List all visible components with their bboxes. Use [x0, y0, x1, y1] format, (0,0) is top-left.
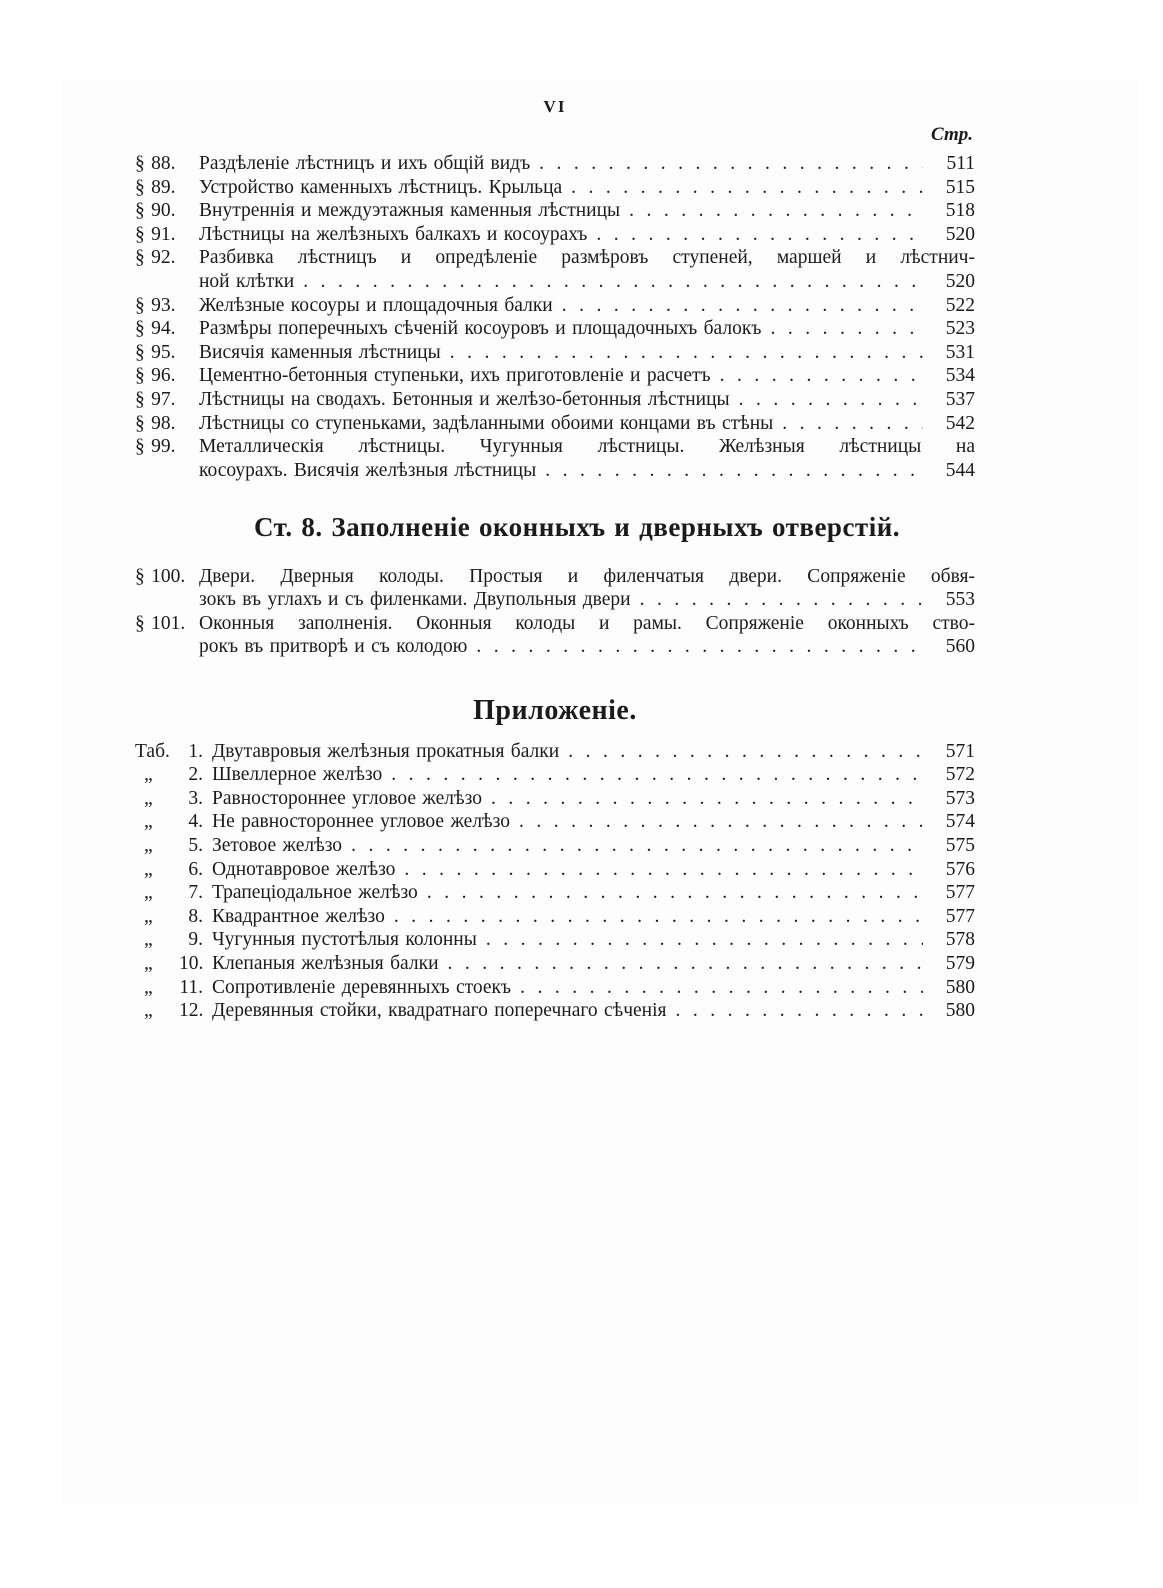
dot-leader — [773, 412, 923, 436]
dot-leader — [530, 152, 923, 176]
toc-entry — [135, 317, 975, 341]
entry-text: рокъ въ притворѣ и съ колодою — [199, 636, 468, 658]
entry-page-number: 531 — [945, 341, 975, 363]
entry-last-line — [199, 199, 975, 223]
entry-page-number: 579 — [945, 953, 975, 975]
entry-text-line: Двери. Дверныя колоды. Простыя и филенчатыя двери. Сопряженіе обвя- — [199, 565, 975, 587]
toc-entry — [135, 952, 975, 976]
entry-last-line — [212, 976, 975, 1000]
dot-leader — [631, 588, 923, 612]
entry-label: § 94. — [135, 318, 176, 340]
entry-text: Сопротивленіе деревянныхъ стоекъ — [212, 976, 512, 998]
entry-last-line — [212, 787, 975, 811]
toc-entry — [135, 341, 975, 365]
entry-text: Лѣстницы со ступеньками, задѣланными обоими концами въ стѣны — [199, 412, 774, 434]
entry-page-number: 523 — [945, 318, 975, 340]
entry-body — [199, 294, 975, 318]
toc-entry — [135, 364, 975, 388]
entry-text: Не равностороннее угловое желѣзо — [212, 811, 510, 833]
entry-last-line — [199, 176, 975, 200]
entry-text: Квадрантное желѣзо — [212, 905, 385, 927]
toc-entry — [135, 976, 975, 1000]
entry-label: Таб. — [135, 740, 170, 762]
section-heading: Приложеніе. — [473, 695, 637, 727]
entry-label: § 101. — [135, 612, 186, 634]
dot-leader — [620, 199, 923, 223]
entry-label: § 97. — [135, 388, 176, 410]
entry-body — [212, 952, 975, 976]
entry-number: 3. — [188, 787, 203, 809]
toc-entry — [135, 834, 975, 858]
toc-entry — [135, 905, 975, 929]
entry-last-line — [212, 881, 975, 905]
entry-page-number: 578 — [945, 929, 975, 951]
dot-leader — [510, 810, 923, 834]
entry-body — [199, 565, 975, 612]
entry-page-number: 573 — [945, 787, 975, 809]
entry-page-number: 515 — [945, 176, 975, 198]
entry-last-line — [212, 763, 975, 787]
toc-entry — [135, 881, 975, 905]
entry-text: Трапеціодальное желѣзо — [212, 882, 418, 904]
dot-leader — [385, 905, 923, 929]
entry-last-line — [199, 635, 975, 659]
entry-page-number: 534 — [945, 365, 975, 387]
toc-section-appendix — [135, 694, 975, 1023]
entry-body — [212, 928, 975, 952]
entry-page-number: 542 — [945, 412, 975, 434]
entry-page-number: 580 — [945, 976, 975, 998]
entry-text: Желѣзные косоуры и площадочныя балки — [199, 294, 553, 316]
entry-text: Внутреннія и междуэтажныя каменныя лѣстницы — [199, 200, 621, 222]
entry-label: § 100. — [135, 565, 186, 587]
entry-page-number: 560 — [945, 636, 975, 658]
dot-leader — [482, 787, 923, 811]
entry-label: „ — [144, 764, 153, 786]
entry-page-number: 574 — [945, 811, 975, 833]
entry-page-number: 522 — [945, 294, 975, 316]
entry-label: § 95. — [135, 341, 176, 363]
dot-leader — [441, 341, 923, 365]
entry-label: „ — [144, 858, 153, 880]
entry-label: „ — [144, 882, 153, 904]
entry-number: 1. — [188, 740, 203, 762]
toc-entry — [135, 199, 975, 223]
entry-number: 2. — [188, 764, 203, 786]
entry-body — [212, 763, 975, 787]
entry-text: зокъ въ углахъ и съ филенками. Двупольныя двери — [199, 589, 631, 611]
entry-text: Висячія каменныя лѣстницы — [199, 341, 441, 363]
entry-text: Устройство каменныхъ лѣстницъ. Крыльца — [199, 176, 563, 198]
entry-last-line — [212, 999, 975, 1023]
entry-page-number: 520 — [945, 270, 975, 292]
dot-leader — [562, 176, 923, 200]
entry-page-number: 572 — [945, 764, 975, 786]
table-of-contents — [135, 0, 975, 1023]
entry-label: „ — [144, 787, 153, 809]
entry-last-line — [199, 341, 975, 365]
entry-body — [212, 810, 975, 834]
entry-body — [212, 976, 975, 1000]
entry-body — [199, 435, 975, 482]
entry-label: § 89. — [135, 176, 176, 198]
entry-body — [212, 787, 975, 811]
entry-label: § 99. — [135, 436, 176, 458]
toc-entry — [135, 740, 975, 764]
entry-label: „ — [144, 953, 153, 975]
entry-label: „ — [144, 1000, 153, 1022]
entry-page-number: 577 — [945, 905, 975, 927]
dot-leader — [553, 294, 923, 318]
entry-page-number: 537 — [945, 388, 975, 410]
dot-leader — [536, 459, 923, 483]
entry-number: 5. — [188, 835, 203, 857]
dot-leader — [667, 999, 923, 1023]
toc-entry — [135, 763, 975, 787]
entry-last-line — [199, 223, 975, 247]
dot-leader — [711, 364, 923, 388]
dot-leader — [559, 740, 923, 764]
toc-entry — [135, 858, 975, 882]
toc-entry — [135, 928, 975, 952]
entry-body — [199, 223, 975, 247]
entry-body — [199, 176, 975, 200]
entry-last-line — [212, 905, 975, 929]
entry-page-number: 576 — [945, 858, 975, 880]
entry-body — [212, 881, 975, 905]
entry-body — [199, 364, 975, 388]
entry-label: „ — [144, 976, 153, 998]
entry-last-line — [212, 952, 975, 976]
entry-text-line: Разбивка лѣстницъ и опредѣленіе размѣровъ ступеней, маршей и лѣстнич- — [199, 247, 975, 269]
entry-body — [199, 199, 975, 223]
dot-leader — [294, 270, 923, 294]
entry-last-line — [212, 834, 975, 858]
entry-text: Однотавровое желѣзо — [212, 858, 396, 880]
entry-number: 10. — [179, 953, 204, 975]
entry-text: Клепаныя желѣзныя балки — [212, 953, 439, 975]
entry-text: косоурахъ. Висячія желѣзныя лѣстницы — [199, 459, 537, 481]
toc-entry — [135, 787, 975, 811]
entry-label: „ — [144, 929, 153, 951]
entry-number: 11. — [179, 976, 203, 998]
entry-text-line: Металлическія лѣстницы. Чугунныя лѣстницы. Желѣзныя лѣстницы на — [199, 436, 975, 458]
toc-entry — [135, 435, 975, 482]
entry-last-line — [199, 294, 975, 318]
entry-last-line — [199, 588, 975, 612]
entry-number: 4. — [188, 811, 203, 833]
entry-label: § 98. — [135, 412, 176, 434]
entry-body — [199, 612, 975, 659]
entry-body — [212, 834, 975, 858]
entry-page-number: 520 — [945, 223, 975, 245]
entry-text: Размѣры поперечныхъ сѣченій косоуровъ и площадочныхъ балокъ — [199, 318, 762, 340]
entry-last-line — [199, 270, 975, 294]
dot-leader — [342, 834, 923, 858]
page-folio: VI — [543, 97, 567, 116]
entry-label: „ — [144, 905, 153, 927]
dot-leader — [395, 858, 923, 882]
entry-number: 6. — [188, 858, 203, 880]
toc-entry — [135, 565, 975, 612]
entry-page-number: 580 — [945, 1000, 975, 1022]
dot-leader — [511, 976, 923, 1000]
entry-page-number: 511 — [946, 153, 975, 174]
entry-label: § 90. — [135, 200, 176, 222]
entry-page-number: 571 — [945, 740, 975, 762]
entry-last-line — [199, 459, 975, 483]
entry-body — [212, 740, 975, 764]
entry-last-line — [199, 317, 975, 341]
entry-text: Лѣстницы на желѣзныхъ балкахъ и косоурахъ — [199, 223, 588, 245]
entry-body — [212, 999, 975, 1023]
page-column-header: Стр. — [931, 124, 973, 145]
entry-label: § 96. — [135, 365, 176, 387]
entry-page-number: 518 — [945, 200, 975, 222]
entry-body — [199, 152, 975, 176]
entry-label: § 93. — [135, 294, 176, 316]
toc-entry — [135, 294, 975, 318]
entry-number: 7. — [188, 882, 203, 904]
toc-entry — [135, 152, 975, 176]
entry-text: ной клѣтки — [199, 270, 295, 292]
entry-text: Раздѣленіе лѣстницъ и ихъ общій видъ — [199, 153, 531, 174]
entry-number: 8. — [188, 905, 203, 927]
dot-leader — [418, 881, 923, 905]
section-heading: Ст. 8. Заполненіе оконныхъ и дверныхъ отверстій. — [254, 512, 900, 543]
toc-entry — [135, 388, 975, 412]
dot-leader — [587, 223, 923, 247]
dot-leader — [382, 763, 923, 787]
entry-number: 12. — [179, 1000, 204, 1022]
entry-last-line — [199, 388, 975, 412]
entry-last-line — [212, 858, 975, 882]
entry-last-line — [199, 412, 975, 436]
entry-body — [199, 317, 975, 341]
entry-last-line — [199, 152, 975, 176]
entry-page-number: 553 — [945, 589, 975, 611]
entry-body — [212, 858, 975, 882]
entry-label: § 88. — [135, 153, 176, 174]
dot-leader — [761, 317, 923, 341]
entry-last-line — [212, 810, 975, 834]
entry-page-number: 544 — [945, 459, 975, 481]
toc-section-stairs — [135, 152, 975, 482]
entry-last-line — [212, 928, 975, 952]
toc-section-openings — [135, 511, 975, 659]
entry-text: Зетовое желѣзо — [212, 835, 343, 857]
entry-body — [212, 905, 975, 929]
entry-number: 9. — [188, 929, 203, 951]
entry-body — [199, 388, 975, 412]
toc-entry — [135, 176, 975, 200]
toc-entry — [135, 246, 975, 293]
entry-text: Цементно-бетонныя ступеньки, ихъ приготовленіе и расчетъ — [199, 365, 711, 387]
toc-entry — [135, 612, 975, 659]
toc-entry — [135, 223, 975, 247]
entry-text: Равностороннее угловое желѣзо — [212, 787, 482, 809]
entry-body — [199, 412, 975, 436]
entry-label: § 91. — [135, 223, 176, 245]
toc-entry — [135, 999, 975, 1023]
dot-leader — [477, 928, 923, 952]
entry-label: § 92. — [135, 247, 176, 269]
entry-text: Чугунныя пустотѣлыя колонны — [212, 929, 477, 951]
entry-last-line — [212, 740, 975, 764]
dot-leader — [467, 635, 923, 659]
entry-body — [199, 341, 975, 365]
toc-entry — [135, 412, 975, 436]
entry-page-number: 577 — [945, 882, 975, 904]
entry-text-line: Оконныя заполненія. Оконныя колоды и рамы. Сопряженіе оконныхъ ство- — [199, 612, 975, 634]
entry-label: „ — [144, 811, 153, 833]
toc-entry — [135, 810, 975, 834]
entry-label: „ — [144, 835, 153, 857]
entry-text: Швеллерное желѣзо — [212, 764, 383, 786]
entry-last-line — [199, 364, 975, 388]
entry-text: Лѣстницы на сводахъ. Бетонныя и желѣзо-бетонныя лѣстницы — [199, 388, 730, 410]
dot-leader — [730, 388, 923, 412]
toc-sections — [135, 152, 975, 1023]
entry-text: Деревянныя стойки, квадратнаго поперечнаго сѣченія — [212, 1000, 667, 1022]
entry-body — [199, 246, 975, 293]
dot-leader — [439, 952, 923, 976]
entry-page-number: 575 — [945, 835, 975, 857]
entry-text: Двутавровыя желѣзныя прокатныя балки — [212, 740, 560, 762]
